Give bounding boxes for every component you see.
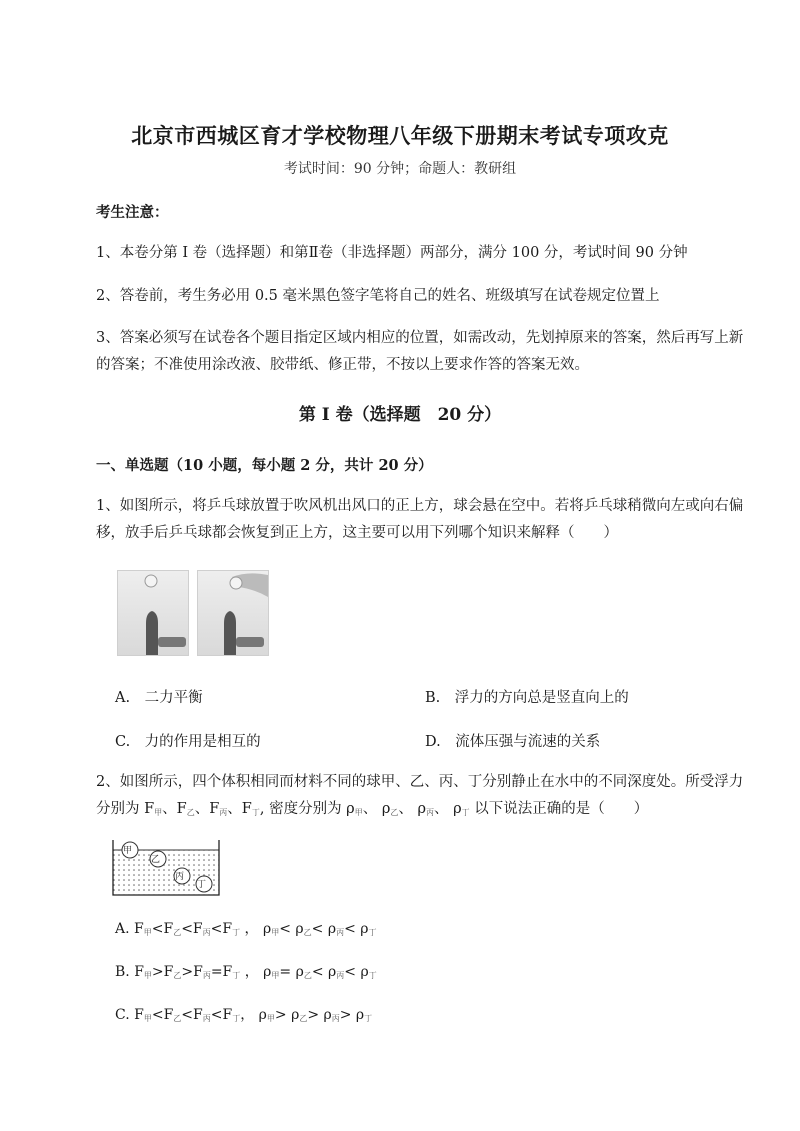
question-2-line-2: 分别为 $F_甲$、$F_乙$、$F_丙$、$F_丁$, 密度分别为 $\rho_甲$、 $\rho_乙$、 $\rho_丙$、 $\rho_丁$ 以下说法正确的是（ ） bbox=[96, 801, 649, 817]
q2-option-c: C. $F_甲<F_乙<F_丙<F_丁$， $\rho_甲> \rho_乙> \rho_丙> \rho_丁$ bbox=[115, 1007, 373, 1023]
ball-label-ding: 丁 bbox=[197, 880, 207, 890]
q2-option-a: A. $F_甲<F_乙<F_丙<F_丁$ ， $\rho_甲< \rho_乙< \rho_丙< \rho_丁$ bbox=[115, 921, 377, 937]
q1-option-d: D. 流体压强与流速的关系 bbox=[425, 734, 601, 750]
water-tank-diagram bbox=[112, 838, 220, 900]
q1-option-c: C. 力的作用是相互的 bbox=[115, 734, 261, 750]
dryer-photo-1 bbox=[117, 570, 189, 656]
exam-info: 考试时间：90 分钟；命题人：教研组 bbox=[283, 161, 517, 177]
notice-item-3: 3、答案必须写在试卷各个题目指定区域内相应的位置，如需改动，先划掉原来的答案，然后再写上新的答案；不准使用涂改液、胶带纸、修正带，不按以上要求作答的答案无效。 bbox=[96, 330, 744, 373]
ball-label-bing: 丙 bbox=[175, 872, 185, 882]
ball-label-yi: 乙 bbox=[151, 855, 161, 865]
q2-option-b: B. $F_甲>F_乙>F_丙=F_丁$ ， $\rho_甲= \rho_乙< \rho_丙< \rho_丁$ bbox=[115, 964, 377, 980]
dryer-photo-2 bbox=[197, 570, 269, 656]
section-title: 第 I 卷（选择题 20 分） bbox=[298, 405, 502, 425]
notice-heading: 考生注意： bbox=[96, 204, 169, 221]
q1-option-a: A. 二力平衡 bbox=[115, 690, 203, 706]
part-heading: 一、单选题（10 小题，每小题 2 分，共计 20 分） bbox=[96, 457, 433, 474]
question-1-text: 1、如图所示，将乒乓球放置于吹风机出风口的正上方，球会悬在空中。若将乒乓球稍微向左或向右偏移，放手后乒乓球都会恢复到正上方，这主要可以用下列哪个知识来解释（ ） bbox=[96, 498, 744, 541]
page-title: 北京市西城区育才学校物理八年级下册期末考试专项攻克 bbox=[131, 123, 669, 148]
notice-item-2: 2、答卷前，考生务必用 0.5 毫米黑色签字笔将自己的姓名、班级填写在试卷规定位置上 bbox=[96, 288, 660, 304]
ball-label-jia: 甲 bbox=[123, 846, 133, 856]
question-2-line-1: 2、如图所示，四个体积相同而材料不同的球甲、乙、丙、丁分别静止在水中的不同深度处。所受浮力 bbox=[96, 774, 744, 790]
notice-item-1: 1、本卷分第 I 卷（选择题）和第Ⅱ卷（非选择题）两部分，满分 100 分，考试时间 90 分钟 bbox=[96, 245, 688, 261]
q1-option-b: B. 浮力的方向总是竖直向上的 bbox=[425, 690, 629, 706]
